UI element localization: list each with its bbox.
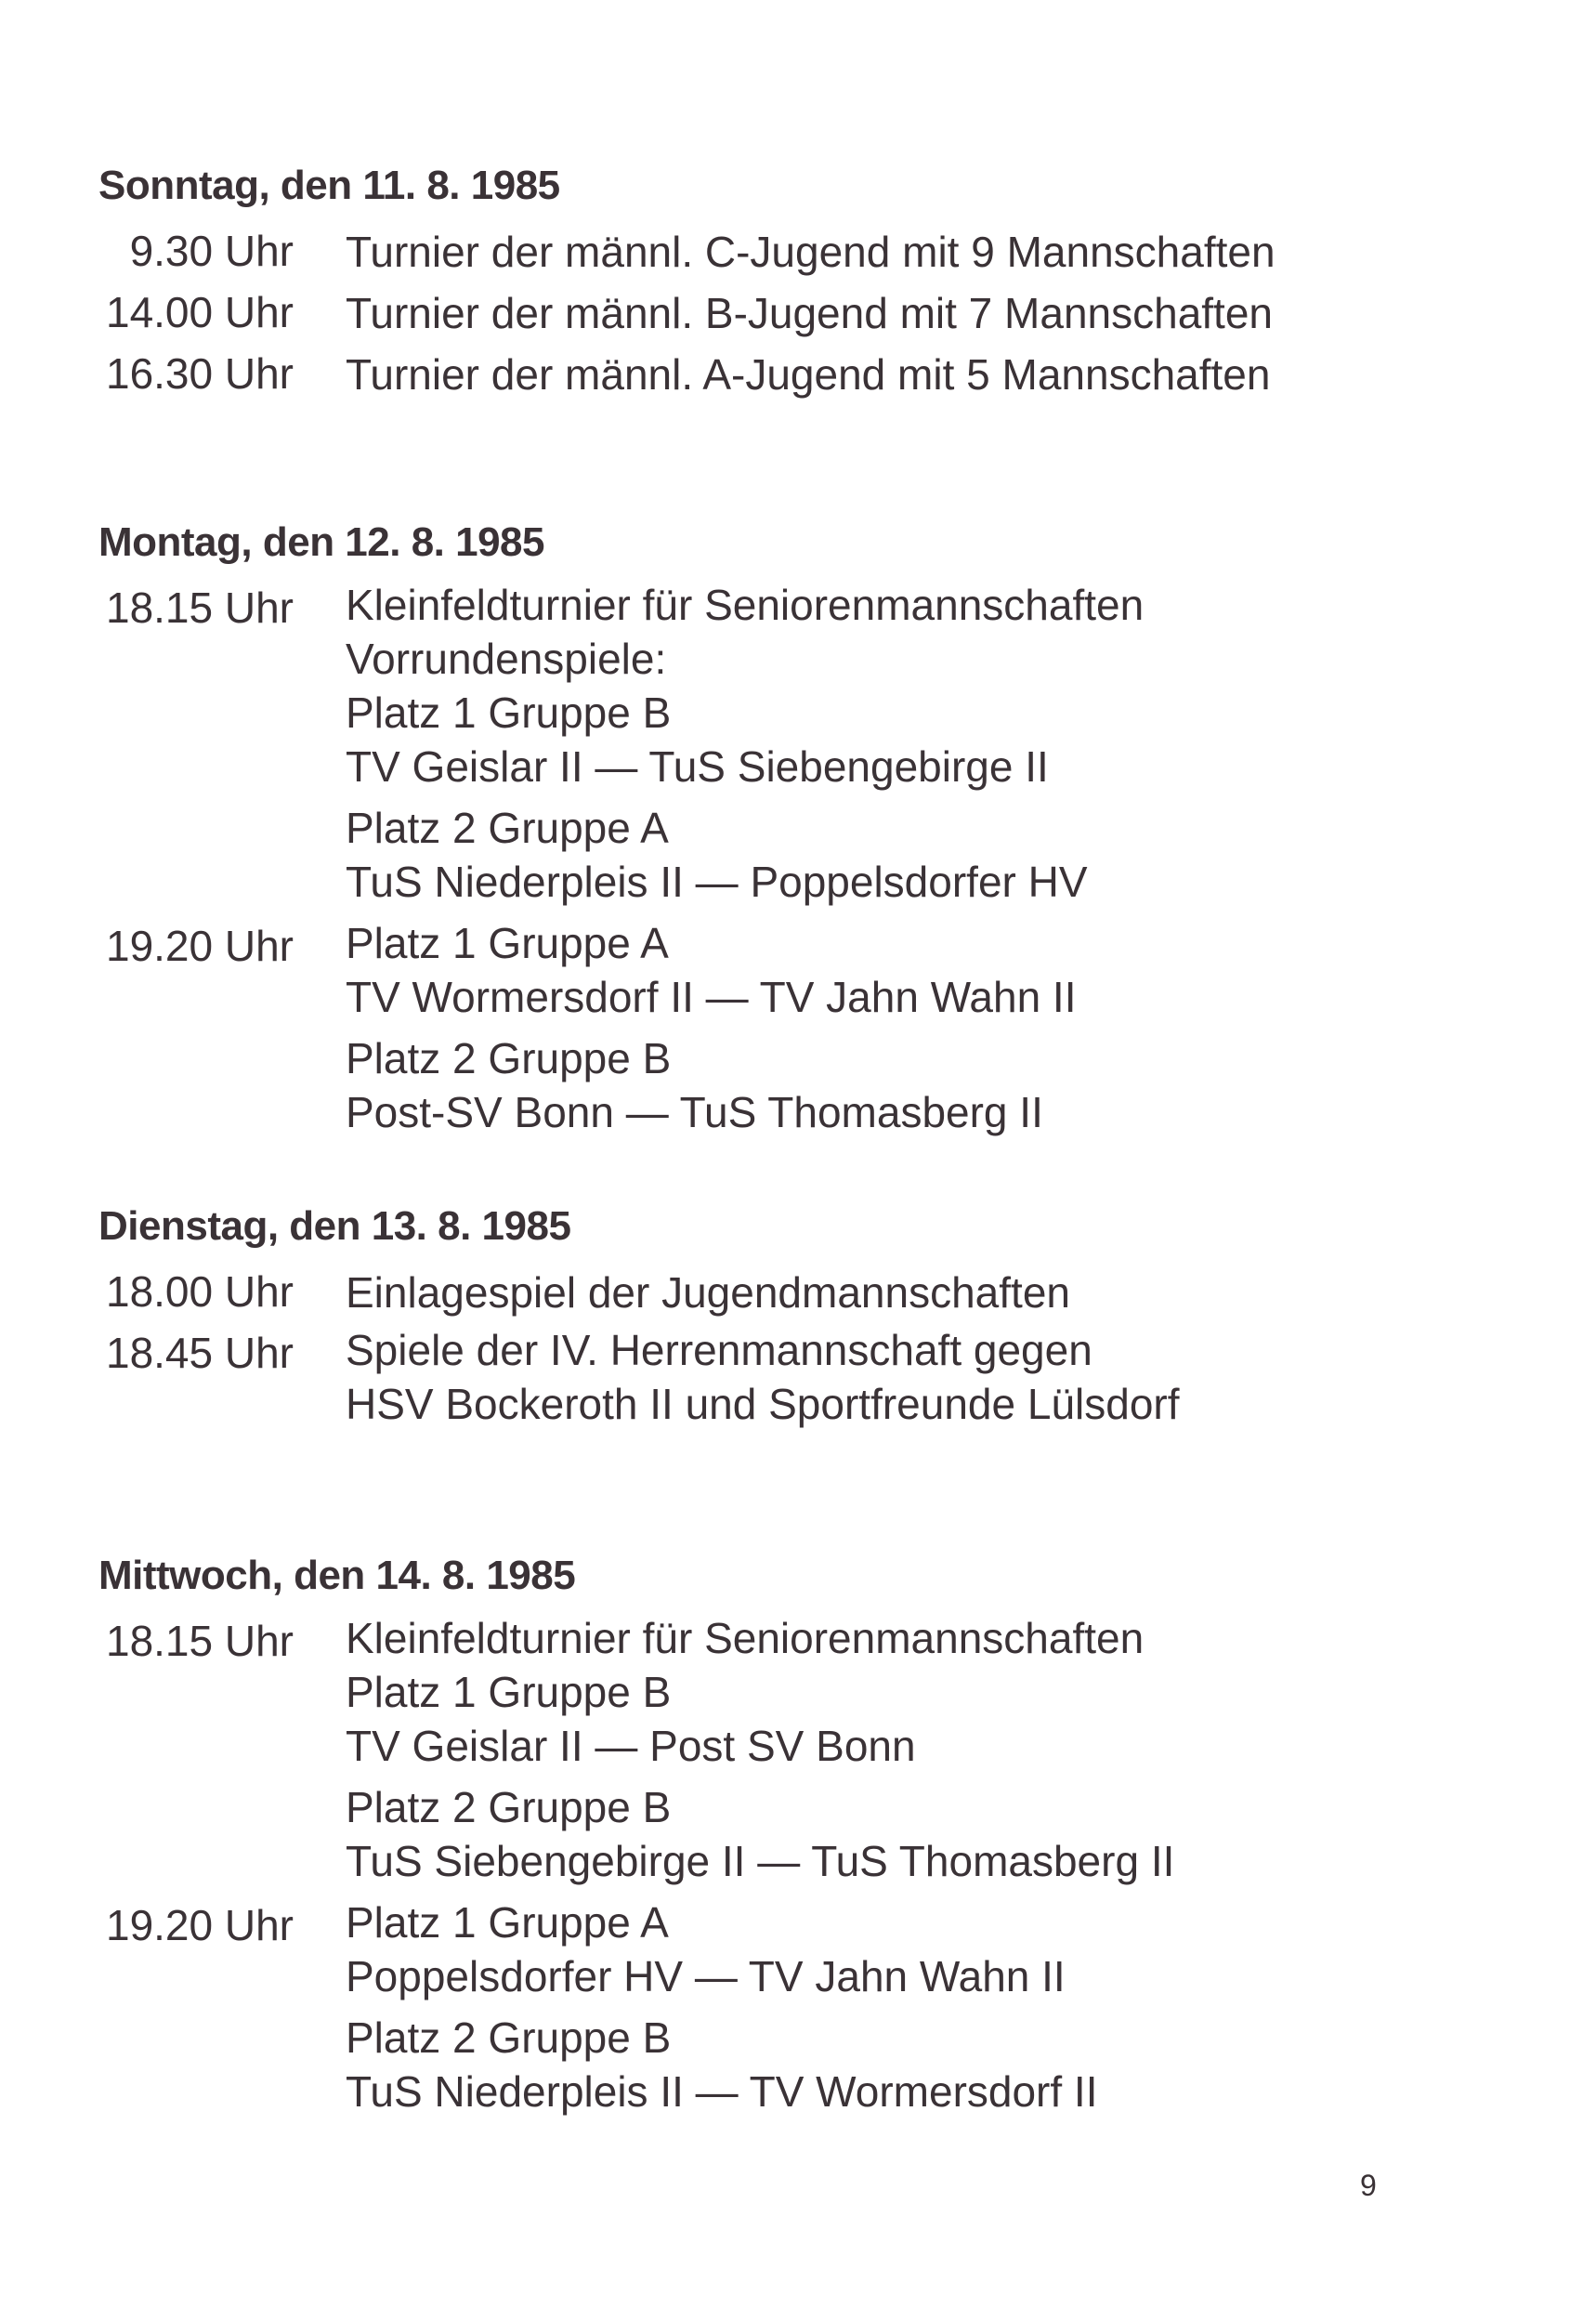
day-section-dienstag <box>98 1200 1446 1431</box>
entry-line: Platz 2 Gruppe A <box>346 804 669 852</box>
entry-line: Spiele der IV. Herrenmannschaft gegen <box>346 1326 1092 1374</box>
entry-time: 19.20 Uhr <box>105 922 294 970</box>
entry-line: Poppelsdorfer HV — TV Jahn Wahn II <box>346 1952 1066 2000</box>
day-heading: Montag, den 12. 8. 1985 <box>98 519 544 565</box>
schedule-entry <box>98 1323 1446 1431</box>
entry-line: TV Geislar II — Post SV Bonn <box>346 1722 916 1770</box>
entry-line: Post-SV Bonn — TuS Thomasberg II <box>346 1088 1043 1136</box>
entry-line: TV Wormersdorf II — TV Jahn Wahn II <box>346 973 1077 1021</box>
day-heading: Mittwoch, den 14. 8. 1985 <box>98 1553 576 1598</box>
entry-time: 19.20 Uhr <box>105 1901 294 1949</box>
entry-line: HSV Bockeroth II und Sportfreunde Lülsdorf <box>346 1380 1180 1428</box>
entry-line: Turnier der männl. A-Jugend mit 5 Mannschaften <box>346 350 1271 399</box>
entry-time: 18.00 Uhr <box>105 1267 294 1316</box>
entry-time: 16.30 Uhr <box>105 349 294 398</box>
entry-time: 18.15 Uhr <box>105 1617 294 1665</box>
entry-line: TuS Siebengebirge II — TuS Thomasberg II <box>346 1837 1175 1885</box>
schedule-entry <box>98 282 1446 344</box>
entry-time: 18.15 Uhr <box>105 584 294 632</box>
entry-line: Platz 2 Gruppe B <box>346 2013 672 2062</box>
entry-time: 18.45 Uhr <box>105 1329 294 1377</box>
schedule-entry <box>98 344 1446 405</box>
entry-line: Turnier der männl. B-Jugend mit 7 Mannschaften <box>346 289 1274 337</box>
entry-line: Kleinfeldturnier für Seniorenmannschaften <box>346 581 1145 629</box>
entry-line: Platz 1 Gruppe B <box>346 1668 672 1716</box>
schedule-entry <box>98 221 1446 282</box>
page-number: 9 <box>1360 2169 1377 2202</box>
entry-line: Turnier der männl. C-Jugend mit 9 Mannschaften <box>346 228 1275 276</box>
entry-line: Kleinfeldturnier für Seniorenmannschaften <box>346 1614 1145 1662</box>
entry-line: Platz 2 Gruppe B <box>346 1034 672 1082</box>
day-section-mittwoch <box>98 1550 1446 2118</box>
entry-line: Einlagespiel der Jugendmannschaften <box>346 1268 1070 1317</box>
entry-time: 9.30 Uhr <box>129 227 294 275</box>
schedule-entry <box>98 578 1446 909</box>
schedule-entry <box>98 1895 1446 2118</box>
day-section-sonntag <box>98 160 1446 405</box>
entry-line: Platz 1 Gruppe A <box>346 919 669 967</box>
entry-line: TuS Niederpleis II — TV Wormersdorf II <box>346 2067 1098 2116</box>
entry-time: 14.00 Uhr <box>105 288 294 336</box>
entry-line: Platz 2 Gruppe B <box>346 1783 672 1831</box>
schedule-entry <box>98 1611 1446 1888</box>
day-heading: Sonntag, den 11. 8. 1985 <box>98 163 560 208</box>
entry-line: Platz 1 Gruppe A <box>346 1898 669 1947</box>
entry-line: TV Geislar II — TuS Siebengebirge II <box>346 742 1049 791</box>
schedule-entry <box>98 916 1446 1139</box>
day-section-montag <box>98 517 1446 1139</box>
entry-line: Platz 1 Gruppe B <box>346 688 672 737</box>
schedule-entry <box>98 1262 1446 1323</box>
entry-line: Vorrundenspiele: <box>346 635 667 683</box>
entry-line: TuS Niederpleis II — Poppelsdorfer HV <box>346 858 1088 906</box>
day-heading: Dienstag, den 13. 8. 1985 <box>98 1203 571 1249</box>
